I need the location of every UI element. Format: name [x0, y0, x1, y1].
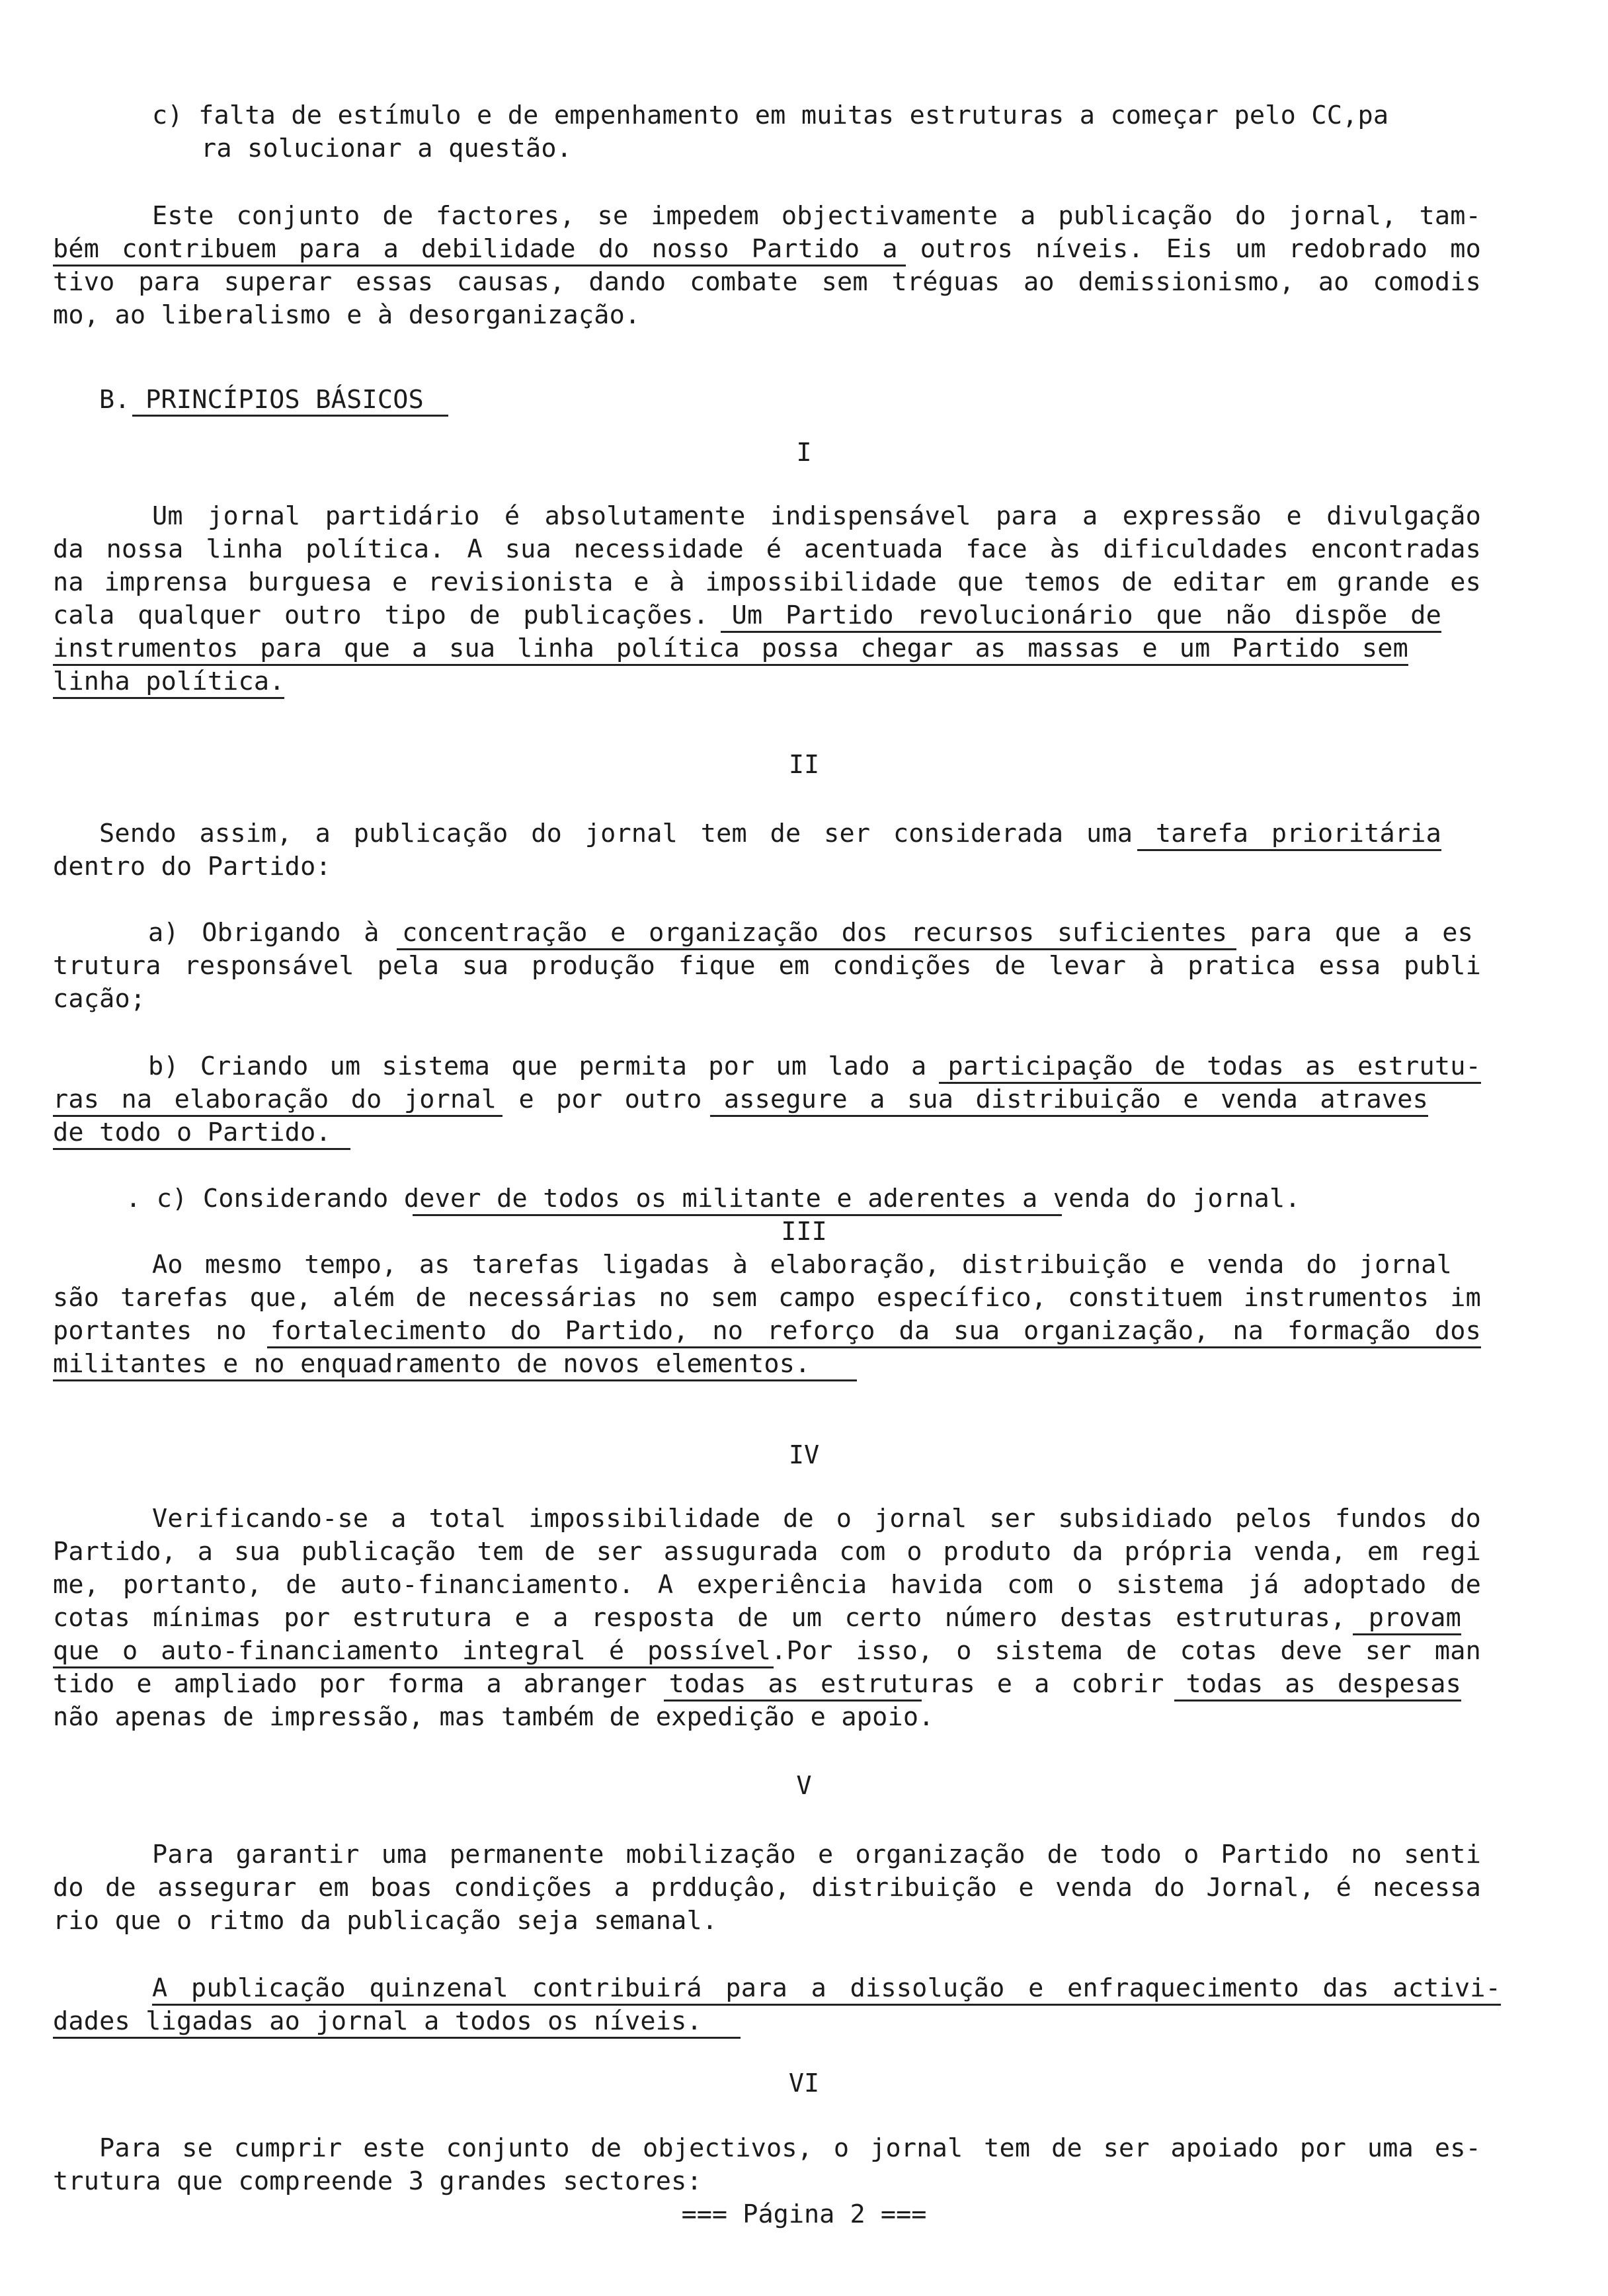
numeral-iv: IV: [788, 1440, 820, 1470]
sec2-intro-line-2: dentro do Partido:: [53, 852, 331, 882]
underline: [710, 1115, 1428, 1117]
underline: [1353, 1633, 1461, 1635]
underline: [152, 2004, 1501, 2006]
underline: [721, 631, 1441, 633]
sec2-b-line-1: b) Criando um sistema que permita por um lado a participação de todas as estrutu-: [148, 1051, 1481, 1081]
sec5-p1-line-2: do de assegurar em boas condições a prdduçâo, distribuição e venda do Jornal, é necessa: [53, 1873, 1481, 1903]
para1-line-4: mo, ao liberalismo e à desorganização.: [53, 300, 641, 330]
para1-line-2: bém contribuem para a debilidade do nosso Partido a outros níveis. Eis um redobrado mo: [53, 234, 1481, 264]
underline: [53, 697, 284, 699]
numeral-ii: II: [788, 750, 820, 780]
sec2-c-line: . c) Considerando dever de todos os militante e aderentes a venda do jornal.: [126, 1184, 1301, 1213]
underline: [53, 2037, 741, 2039]
para1-line-3: tivo para superar essas causas, dando combate sem tréguas ao demissionismo, ao comodis: [53, 267, 1481, 297]
page-footer: === Página 2 ===: [681, 2199, 927, 2229]
underline: [53, 1148, 350, 1150]
sec5-p1-line-1: Para garantir uma permanente mobilização e organização de todo o Partido no senti: [152, 1840, 1481, 1869]
sec2-a-line-3: cação;: [53, 984, 146, 1014]
underline: [939, 1082, 1481, 1084]
underline: [1137, 849, 1441, 851]
sec2-intro-line-1: Sendo assim, a publicação do jornal tem de ser considerada uma tarefa prioritária: [99, 819, 1441, 848]
sec4-line-5: que o auto-financiamento integral é possível.Por isso, o sistema de cotas deve ser man: [53, 1636, 1481, 1666]
section-heading: B. PRINCÍPIOS BÁSICOS: [99, 385, 424, 415]
sec5-p1-line-3: rio que o ritmo da publicação seja semanal.: [53, 1906, 718, 1936]
numeral-i: I: [796, 438, 812, 468]
sec4-line-7: não apenas de impressão, mas também de expedição e apoio.: [53, 1702, 934, 1732]
numeral-iii: III: [781, 1217, 827, 1247]
numeral-vi: VI: [788, 2069, 820, 2098]
sec6-line-2: trutura que compreende 3 grandes sectores:: [53, 2166, 702, 2196]
para1-line-1: Este conjunto de factores, se impedem objectivamente a publicação do jornal, tam-: [152, 201, 1481, 231]
sec4-line-3: me, portanto, de auto-financiamento. A experiência havida com o sistema já adoptado de: [53, 1570, 1481, 1600]
sec4-line-1: Verificando-se a total impossibilidade de o jornal ser subsidiado pelos fundos do: [152, 1504, 1481, 1534]
sec1-line-3: na imprensa burguesa e revisionista e à impossibilidade que temos de editar em grande es: [53, 567, 1481, 597]
sec1-line-2: da nossa linha política. A sua necessidade é acentuada face às dificuldades encontradas: [53, 534, 1481, 564]
sec1-line-1: Um jornal partidário é absolutamente indispensável para a expressão e divulgação: [152, 501, 1481, 531]
underline: [1174, 1700, 1461, 1702]
underline: [53, 1115, 502, 1117]
sec4-line-2: Partido, a sua publicação tem de ser assugurada com o produto da própria venda, em regi: [53, 1537, 1481, 1567]
underline: [53, 1379, 857, 1381]
item-c-line-2: ra solucionar a questão.: [201, 134, 573, 163]
sec2-a-line-2: trutura responsável pela sua produção fique em condições de levar à pratica essa publi: [53, 951, 1481, 981]
sec5-p2-line-1: A publicação quinzenal contribuirá para a dissolução e enfraquecimento das activi-: [152, 1973, 1501, 2003]
sec1-line-5: instrumentos para que a sua linha política possa chegar as massas e um Partido sem: [53, 634, 1408, 663]
sec4-line-6: tido e ampliado por forma a abranger todas as estruturas e a cobrir todas as despesas: [53, 1669, 1461, 1699]
underline: [53, 1666, 774, 1668]
sec5-p2-line-2: dades ligadas ao jornal a todos os níveis.: [53, 2006, 702, 2036]
sec2-a-line-1: a) Obrigando à concentração e organização dos recursos suficientes para que a es: [148, 918, 1473, 948]
sec2-b-line-2: ras na elaboração do jornal e por outro assegure a sua distribuição e venda atraves: [53, 1085, 1428, 1114]
item-c-line-1: c) falta de estímulo e de empenhamento em muitas estruturas a começar pelo CC,pa: [152, 101, 1389, 130]
underline: [53, 265, 906, 266]
heading-underline: [132, 415, 448, 417]
sec1-line-6: linha política.: [53, 667, 285, 696]
underline: [664, 1700, 922, 1702]
underline: [397, 948, 1236, 950]
underline: [53, 664, 1408, 666]
sec1-line-4: cala qualquer outro tipo de publicações. Um Partido revolucionário que não dispõe de: [53, 600, 1441, 630]
sec2-b-line-3: de todo o Partido.: [53, 1118, 331, 1147]
numeral-v: V: [796, 1771, 812, 1801]
sec3-line-1: Ao mesmo tempo, as tarefas ligadas à elaboração, distribuição e venda do jornal: [152, 1250, 1452, 1280]
sec6-line-1: Para se cumprir este conjunto de objectivos, o jornal tem de ser apoiado por uma es-: [99, 2133, 1481, 2163]
sec3-line-2: são tarefas que, além de necessárias no sem campo específico, constituem instrumentos im: [53, 1283, 1481, 1313]
underline: [267, 1346, 1481, 1348]
sec3-line-3: portantes no fortalecimento do Partido, no reforço da sua organização, na formação dos: [53, 1316, 1481, 1346]
sec4-line-4: cotas mínimas por estrutura e a resposta de um certo número destas estruturas, provam: [53, 1603, 1461, 1633]
sec3-line-4: militantes e no enquadramento de novos elementos.: [53, 1349, 811, 1379]
